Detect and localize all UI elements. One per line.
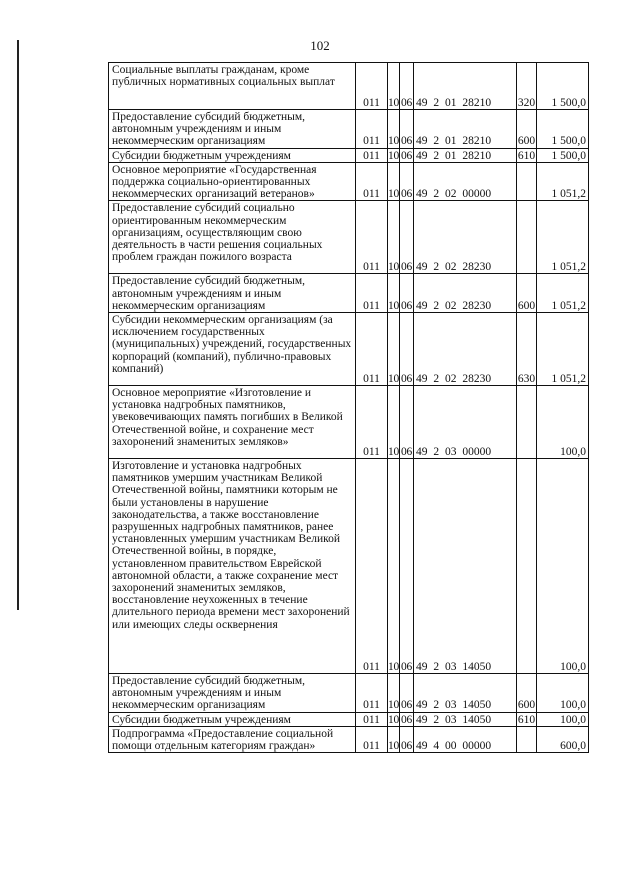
gr-code: 011 [356,712,388,726]
cs-code: 49 2 03 14050 [414,459,517,674]
cs-code: 49 2 03 00000 [414,386,517,459]
row-name: Предоставление субсидий бюджетным, автономным учреждениям и иным некоммерческим организациям [109,110,356,149]
row-name: Предоставление субсидий бюджетным, автономным учреждениям и иным некоммерческим организациям [109,674,356,713]
row-name: Социальные выплаты гражданам, кроме публичных нормативных социальных выплат [109,63,356,110]
pr-code: 06 [400,674,414,713]
vr-code: 630 [517,313,537,386]
vr-code: 600 [517,674,537,713]
gr-code: 011 [356,274,388,313]
pr-code: 06 [400,274,414,313]
amount: 1 500,0 [537,148,589,162]
pr-code: 06 [401,713,412,726]
pr-code: 06 [400,63,414,110]
cs-code: 49 2 02 28230 [414,274,517,313]
amount: 100,0 [537,386,589,459]
vr-code [517,726,537,752]
margin-line [17,40,19,610]
gr-code: 011 [356,110,388,149]
table-row [109,110,589,149]
table-body [109,63,589,753]
cs-code: 49 2 02 00000 [414,162,517,201]
cs-code: 49 2 03 14050 [414,712,517,726]
pr-code: 06 [400,726,414,752]
gr-code: 011 [356,313,388,386]
cs-code: 49 2 03 14050 [414,674,517,713]
rz-code: 10 [388,201,400,274]
gr-code: 011 [356,726,388,752]
cs-code: 49 4 00 00000 [414,726,517,752]
cs-code: 49 2 01 28210 [414,148,517,162]
vr-code [517,386,537,459]
table-row [109,162,589,201]
table-row [109,274,589,313]
pr-code: 06 [400,110,414,149]
rz-code: 10 [388,162,400,201]
vr-code [517,162,537,201]
vr-code: 610 [517,713,536,726]
table-row [109,63,589,110]
vr-code: 610 [517,149,536,162]
table-row [109,712,589,726]
amount: 600,0 [537,726,589,752]
rz-code: 10 [388,110,400,149]
cs-code: 49 2 01 28210 [414,63,517,110]
amount: 1 500,0 [537,110,589,149]
pr-code: 06 [400,162,414,201]
gr-code: 011 [356,63,388,110]
amount: 100,0 [537,712,589,726]
amount: 100,0 [537,459,589,674]
amount: 1 051,2 [537,313,589,386]
table-row [109,674,589,713]
row-name: Субсидии некоммерческим организациям (за исключением государственных (муниципальных) учреждений, государственных корпораций (компаний), публично-правовых компаний) [109,313,356,386]
row-name: Основное мероприятие «Изготовление и установка надгробных памятников, увековечивающих память погибших в Великой Отечественной войне, и сохранение мест захоронений знаменитых земляков» [109,386,356,459]
pr-code: 06 [400,459,414,674]
gr-code: 011 [356,459,388,674]
rz-code: 10 [388,674,400,713]
row-name: Подпрограмма «Предоставление социальной помощи отдельным категориям граждан» [109,726,356,752]
row-name: Предоставление субсидий бюджетным, автономным учреждениям и иным некоммерческим организациям [109,274,356,313]
pr-code: 06 [401,149,412,162]
amount: 100,0 [537,674,589,713]
budget-table [108,62,589,753]
vr-code: 600 [517,110,537,149]
table-row [109,459,589,674]
rz-code: 10 [388,459,400,674]
page-number: 102 [310,38,330,53]
row-name: Основное мероприятие «Государственная поддержка социально-ориентированных некоммерческих организаций ветеранов» [109,162,356,201]
rz-code: 10 [388,386,400,459]
rz-code: 10 [388,274,400,313]
row-name: Субсидии бюджетным учреждениям [109,712,356,726]
rz-code: 10 [388,726,400,752]
amount: 1 051,2 [537,162,589,201]
vr-code: 600 [517,274,537,313]
amount: 1 500,0 [537,63,589,110]
table-row [109,148,589,162]
row-name: Предоставление субсидий социально ориентированным некоммерческим организациям, осуществляющим свою деятельность в части решения социальных проблем граждан пожилого возраста [109,201,356,274]
vr-code: 320 [517,63,537,110]
table-row [109,313,589,386]
rz-code: 10 [388,63,400,110]
gr-code: 011 [356,674,388,713]
cs-code: 49 2 02 28230 [414,313,517,386]
pr-code: 06 [400,201,414,274]
gr-code: 011 [356,162,388,201]
rz-code: 10 [388,713,399,726]
rz-code: 10 [388,149,399,162]
table-row [109,386,589,459]
amount: 1 051,2 [537,274,589,313]
cs-code: 49 2 02 28230 [414,201,517,274]
vr-code [517,201,537,274]
table-row [109,201,589,274]
vr-code [517,459,537,674]
pr-code: 06 [400,313,414,386]
gr-code: 011 [356,201,388,274]
table-row [109,726,589,752]
row-name: Изготовление и установка надгробных памятников умершим участникам Великой Отечественной войны, памятники которым не были установлены в нарушение законодательства, а также восстановление разрушенных надгробных памятников, ранее установленных умершим участникам Великой Отечественной войны, в порядке, установленном правительством Еврейской автономной области, а также сохранение мест захоронений знаменитых земляков, восстановление неухоженных в течение длительного периода времени мест захоронений или имеющих следы осквернения [109,459,356,674]
gr-code: 011 [356,386,388,459]
pr-code: 06 [400,386,414,459]
cs-code: 49 2 01 28210 [414,110,517,149]
amount: 1 051,2 [537,201,589,274]
rz-code: 10 [388,313,400,386]
row-name: Субсидии бюджетным учреждениям [109,148,356,162]
gr-code: 011 [356,148,388,162]
